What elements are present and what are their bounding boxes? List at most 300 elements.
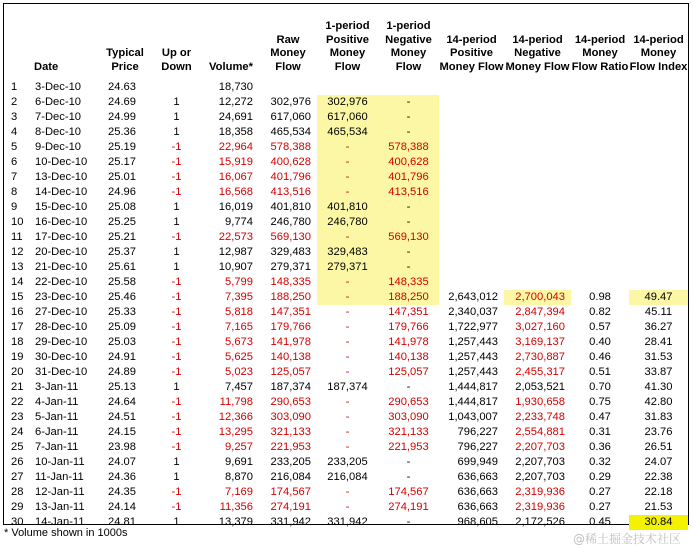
negative-flow-14-cell: 3,169,137 (515, 336, 565, 348)
up-down-cell: 1 (173, 246, 180, 258)
positive-flow-1-cell: 216,084 (327, 471, 368, 483)
table-row (4, 290, 688, 305)
negative-flow-14-cell (504, 185, 571, 200)
date-cell: 14-Dec-10 (35, 186, 88, 198)
raw-flow-cell: 465,534 (270, 126, 311, 138)
up-down-cell: -1 (171, 291, 182, 303)
table-row (4, 140, 688, 155)
volume-cell: 11,798 (219, 396, 253, 408)
raw-flow-cell: 303,090 (270, 411, 311, 423)
negative-flow-1-cell: - (406, 516, 411, 528)
positive-flow-14-cell (439, 125, 504, 140)
table-row (4, 170, 688, 185)
money-flow-ratio-cell: 0.40 (589, 336, 611, 348)
negative-flow-1-cell: 321,133 (388, 426, 429, 438)
typical-price-cell: 25.09 (108, 321, 136, 333)
negative-flow-1-cell: 401,796 (378, 170, 439, 185)
date-cell: 13-Dec-10 (35, 171, 88, 183)
positive-flow-1-cell (317, 80, 378, 95)
typical-price-cell: 24.51 (108, 411, 136, 423)
money-flow-index-cell (629, 125, 688, 140)
typical-price-cell: 25.36 (108, 126, 136, 138)
row-number: 16 (11, 306, 24, 318)
up-down-cell: -1 (171, 321, 182, 333)
money-flow-index-cell: 36.27 (644, 321, 673, 333)
money-flow-ratio-cell (571, 275, 629, 290)
typical-price-cell: 25.46 (108, 291, 136, 303)
money-flow-ratio-cell: 0.31 (589, 426, 611, 438)
up-down-cell: 1 (173, 126, 180, 138)
table-row (4, 155, 688, 170)
money-flow-ratio-cell: 0.98 (589, 291, 611, 303)
volume-cell: 15,919 (218, 156, 253, 168)
row-number: 5 (11, 141, 18, 153)
money-flow-index-cell: 31.83 (644, 411, 673, 423)
positive-flow-14-cell: 2,340,037 (448, 306, 498, 318)
volume-cell: 7,165 (225, 321, 253, 333)
money-flow-ratio-cell: 0.45 (589, 516, 611, 528)
positive-flow-14-cell (439, 140, 504, 155)
volume-cell: 16,019 (218, 201, 253, 213)
row-number: 6 (11, 156, 18, 168)
date-cell: 28-Dec-10 (35, 321, 88, 333)
header-volume: Volume* (209, 60, 253, 73)
negative-flow-1-cell: - (406, 456, 411, 468)
typical-price-cell: 24.36 (108, 471, 136, 483)
money-flow-ratio-cell (571, 110, 629, 125)
money-flow-ratio-cell (571, 95, 629, 110)
up-down-cell: -1 (171, 426, 182, 438)
date-cell: 11-Jan-11 (35, 471, 84, 483)
money-flow-index-cell: 21.53 (644, 501, 673, 513)
money-flow-ratio-cell: 0.82 (589, 306, 611, 318)
up-down-cell: -1 (171, 486, 182, 498)
raw-flow-cell: 413,516 (270, 186, 311, 198)
table-row (4, 440, 688, 455)
raw-flow-cell: 302,976 (270, 96, 311, 108)
row-number: 12 (11, 246, 24, 258)
money-flow-ratio-cell: 0.32 (589, 456, 611, 468)
positive-flow-14-cell (439, 260, 504, 275)
typical-price-cell: 24.14 (108, 501, 136, 513)
typical-price-cell: 24.96 (108, 186, 136, 198)
money-flow-index-cell: 24.07 (644, 456, 673, 468)
row-number: 14 (11, 276, 24, 288)
volume-cell: 13,295 (218, 426, 253, 438)
up-down-cell: -1 (171, 276, 182, 288)
negative-flow-14-cell (504, 155, 571, 170)
positive-flow-1-cell: 302,976 (317, 95, 378, 110)
money-flow-ratio-cell (571, 215, 629, 230)
positive-flow-14-cell: 796,227 (457, 426, 498, 438)
table-row (4, 110, 688, 125)
table-row (4, 185, 688, 200)
negative-flow-14-cell (504, 95, 571, 110)
positive-flow-14-cell (439, 155, 504, 170)
up-down-cell: -1 (171, 441, 182, 453)
header-positive-flow-14: 14-period Positive Money Flow (439, 33, 504, 73)
positive-flow-14-cell (439, 200, 504, 215)
money-flow-index-cell: 45.11 (644, 306, 673, 318)
typical-price-cell: 25.58 (108, 276, 136, 288)
money-flow-ratio-cell (571, 230, 629, 245)
table-row (4, 380, 688, 395)
positive-flow-14-cell: 1,444,817 (448, 396, 498, 408)
positive-flow-14-cell: 1,257,443 (448, 336, 498, 348)
volume-cell: 13,379 (218, 516, 253, 528)
typical-price-cell: 25.13 (108, 381, 136, 393)
money-flow-index-cell (629, 95, 688, 110)
positive-flow-1-cell: - (345, 321, 350, 333)
row-number: 25 (11, 441, 24, 453)
positive-flow-1-cell: - (345, 366, 350, 378)
row-number: 29 (11, 501, 24, 513)
positive-flow-1-cell: 279,371 (317, 260, 378, 275)
positive-flow-1-cell: 401,810 (317, 200, 378, 215)
row-number: 21 (11, 381, 24, 393)
date-cell: 22-Dec-10 (35, 276, 88, 288)
date-cell: 6-Jan-11 (35, 426, 79, 438)
row-number: 15 (11, 291, 24, 303)
positive-flow-1-cell: 246,780 (317, 215, 378, 230)
table-row (4, 200, 688, 215)
row-number: 26 (11, 456, 24, 468)
volume-cell: 22,573 (218, 231, 253, 243)
negative-flow-14-cell: 2,847,394 (515, 306, 565, 318)
money-flow-ratio-cell (571, 80, 629, 95)
date-cell: 31-Dec-10 (35, 366, 88, 378)
positive-flow-14-cell: 968,605 (457, 516, 498, 528)
positive-flow-1-cell: - (317, 140, 378, 155)
money-flow-index-cell (629, 110, 688, 125)
table-row (4, 260, 688, 275)
typical-price-cell: 24.99 (108, 111, 136, 123)
volume-cell: 5,673 (225, 336, 253, 348)
money-flow-ratio-cell (571, 155, 629, 170)
typical-price-cell: 25.19 (108, 141, 136, 153)
footnote: * Volume shown in 1000s (4, 527, 128, 539)
positive-flow-1-cell: - (317, 290, 378, 305)
negative-flow-14-cell: 2,233,748 (515, 411, 565, 423)
raw-flow-cell: 274,191 (270, 501, 311, 513)
raw-flow-cell: 216,084 (270, 471, 311, 483)
typical-price-cell: 25.37 (108, 246, 136, 258)
date-cell: 3-Jan-11 (35, 381, 79, 393)
negative-flow-1-cell: 140,138 (388, 351, 429, 363)
volume-cell: 5,818 (225, 306, 253, 318)
raw-flow-cell: 179,766 (270, 321, 311, 333)
money-flow-index-cell (629, 185, 688, 200)
volume-cell: 22,964 (218, 141, 253, 153)
money-flow-index-cell (629, 80, 688, 95)
raw-flow-cell: 290,653 (270, 396, 311, 408)
row-number: 9 (11, 201, 18, 213)
table-row (4, 500, 688, 515)
money-flow-index-cell: 30.84 (629, 515, 688, 530)
typical-price-cell: 25.21 (108, 231, 136, 243)
date-cell: 27-Dec-10 (35, 306, 88, 318)
header-positive-flow-1: 1-period Positive Money Flow (325, 20, 370, 73)
typical-price-cell: 24.91 (108, 351, 136, 363)
negative-flow-14-cell: 2,700,043 (504, 290, 571, 305)
positive-flow-14-cell (439, 245, 504, 260)
negative-flow-14-cell: 3,027,160 (515, 321, 565, 333)
row-number: 20 (11, 366, 24, 378)
negative-flow-14-cell (504, 215, 571, 230)
header-up-or-down: Up or Down (161, 47, 192, 73)
money-flow-index-cell: 22.38 (644, 471, 673, 483)
raw-flow-cell: 569,130 (270, 231, 311, 243)
negative-flow-1-cell: 290,653 (388, 396, 429, 408)
money-flow-index-cell (629, 245, 688, 260)
money-flow-ratio-cell: 0.27 (589, 486, 611, 498)
positive-flow-1-cell: - (345, 396, 350, 408)
money-flow-ratio-cell (571, 140, 629, 155)
raw-flow-cell: 188,250 (270, 291, 311, 303)
row-number: 13 (11, 261, 24, 273)
money-flow-index-cell: 26.51 (644, 441, 673, 453)
negative-flow-14-cell (504, 80, 571, 95)
volume-cell: 16,568 (218, 186, 253, 198)
money-flow-index-cell (629, 275, 688, 290)
money-flow-index-cell (629, 170, 688, 185)
raw-flow-cell: 221,953 (270, 441, 311, 453)
raw-flow-cell: 148,335 (270, 276, 311, 288)
negative-flow-14-cell: 2,319,936 (515, 486, 565, 498)
typical-price-cell: 24.35 (108, 486, 136, 498)
typical-price-cell: 24.81 (108, 516, 136, 528)
negative-flow-14-cell: 2,207,703 (515, 456, 565, 468)
positive-flow-14-cell (439, 95, 504, 110)
money-flow-ratio-cell (571, 170, 629, 185)
volume-cell: 16,067 (218, 171, 253, 183)
header-row (4, 4, 688, 80)
volume-cell: 18,730 (218, 81, 253, 93)
positive-flow-1-cell: 187,374 (327, 381, 368, 393)
raw-flow-cell: 401,796 (270, 171, 311, 183)
positive-flow-14-cell (439, 275, 504, 290)
up-down-cell: 1 (173, 261, 180, 273)
money-flow-ratio-cell: 0.51 (589, 366, 611, 378)
negative-flow-1-cell: 125,057 (388, 366, 429, 378)
raw-flow-cell: 233,205 (270, 456, 311, 468)
row-number: 1 (11, 81, 18, 93)
raw-flow-cell: 141,978 (270, 336, 311, 348)
positive-flow-14-cell (439, 215, 504, 230)
raw-flow-cell (259, 80, 317, 95)
money-flow-ratio-cell: 0.29 (589, 471, 611, 483)
date-cell: 14-Jan-11 (35, 516, 85, 528)
negative-flow-14-cell (504, 125, 571, 140)
money-flow-ratio-cell: 0.36 (589, 441, 611, 453)
positive-flow-14-cell: 699,949 (457, 456, 498, 468)
date-cell: 6-Dec-10 (35, 96, 82, 108)
negative-flow-14-cell (504, 110, 571, 125)
money-flow-ratio-cell: 0.70 (589, 381, 611, 393)
typical-price-cell: 24.15 (108, 426, 136, 438)
positive-flow-1-cell: - (345, 336, 350, 348)
positive-flow-14-cell: 636,663 (457, 471, 498, 483)
table-row (4, 365, 688, 380)
header-negative-flow-14: 14-period Negative Money Flow (505, 33, 570, 73)
typical-price-cell: 25.01 (108, 171, 136, 183)
negative-flow-1-cell: - (378, 125, 439, 140)
negative-flow-1-cell: 569,130 (378, 230, 439, 245)
positive-flow-1-cell: - (317, 170, 378, 185)
positive-flow-14-cell: 1,257,443 (448, 351, 498, 363)
row-number: 8 (11, 186, 18, 198)
positive-flow-1-cell: - (317, 185, 378, 200)
table-row (4, 455, 688, 470)
money-flow-index-cell: 41.30 (644, 381, 673, 393)
money-flow-index-cell (629, 215, 688, 230)
table-row (4, 275, 688, 290)
table-row (4, 245, 688, 260)
money-flow-ratio-cell (571, 125, 629, 140)
raw-flow-cell: 617,060 (270, 111, 311, 123)
raw-flow-cell: 331,942 (270, 516, 311, 528)
row-number: 30 (11, 516, 24, 528)
date-cell: 7-Jan-11 (35, 441, 79, 453)
up-down-cell: -1 (171, 396, 182, 408)
negative-flow-1-cell: 413,516 (378, 185, 439, 200)
table-row (4, 410, 688, 425)
positive-flow-14-cell: 2,643,012 (448, 291, 498, 303)
table-row (4, 80, 688, 95)
volume-cell: 7,169 (225, 486, 253, 498)
money-flow-index-cell: 28.41 (644, 336, 673, 348)
negative-flow-1-cell: - (378, 215, 439, 230)
money-flow-ratio-cell: 0.27 (589, 501, 611, 513)
negative-flow-14-cell (504, 245, 571, 260)
row-number: 22 (11, 396, 24, 408)
money-flow-ratio-cell (571, 185, 629, 200)
date-cell: 21-Dec-10 (35, 261, 88, 273)
negative-flow-14-cell: 2,455,317 (515, 366, 565, 378)
raw-flow-cell: 187,374 (270, 381, 311, 393)
row-number: 2 (11, 96, 18, 108)
raw-flow-cell: 246,780 (270, 216, 311, 228)
negative-flow-14-cell: 2,319,936 (515, 501, 565, 513)
volume-cell: 12,987 (218, 246, 253, 258)
money-flow-index-cell (629, 260, 688, 275)
table-row (4, 395, 688, 410)
typical-price-cell: 24.69 (108, 96, 136, 108)
money-flow-index-cell (629, 140, 688, 155)
date-cell: 13-Jan-11 (35, 501, 85, 513)
up-down-cell: -1 (171, 306, 182, 318)
negative-flow-1-cell: 400,628 (378, 155, 439, 170)
up-down-cell: 1 (173, 381, 180, 393)
positive-flow-1-cell: - (345, 501, 350, 513)
date-cell: 16-Dec-10 (35, 216, 88, 228)
raw-flow-cell: 329,483 (270, 246, 311, 258)
negative-flow-14-cell (504, 260, 571, 275)
positive-flow-1-cell: - (345, 441, 350, 453)
positive-flow-14-cell (439, 185, 504, 200)
positive-flow-1-cell: - (345, 426, 350, 438)
raw-flow-cell: 578,388 (270, 141, 311, 153)
volume-cell: 9,774 (225, 216, 253, 228)
row-number: 3 (11, 111, 18, 123)
negative-flow-14-cell (504, 140, 571, 155)
negative-flow-1-cell: 179,766 (388, 321, 429, 333)
volume-cell: 11,356 (219, 501, 253, 513)
up-down-cell: 1 (173, 471, 180, 483)
raw-flow-cell: 174,567 (270, 486, 311, 498)
negative-flow-14-cell: 2,207,703 (515, 441, 565, 453)
money-flow-index-cell (629, 230, 688, 245)
typical-price-cell: 24.63 (108, 81, 136, 93)
up-down-cell: -1 (171, 351, 182, 363)
up-down-cell: 1 (173, 96, 180, 108)
money-flow-index-sheet (3, 3, 689, 528)
volume-cell: 5,023 (225, 366, 253, 378)
money-flow-index-cell: 49.47 (629, 290, 688, 305)
negative-flow-14-cell (504, 230, 571, 245)
money-flow-index-cell: 31.53 (644, 351, 673, 363)
typical-price-cell: 25.17 (108, 156, 136, 168)
date-cell: 23-Dec-10 (35, 291, 88, 303)
raw-flow-cell: 147,351 (270, 306, 311, 318)
positive-flow-1-cell: 329,483 (317, 245, 378, 260)
up-down-cell: 1 (173, 201, 180, 213)
positive-flow-1-cell: 465,534 (317, 125, 378, 140)
up-down-cell: -1 (171, 411, 182, 423)
money-flow-index-cell: 22.18 (644, 486, 673, 498)
up-down-cell: -1 (171, 501, 182, 513)
negative-flow-14-cell: 2,172,526 (515, 516, 565, 528)
date-cell: 10-Dec-10 (35, 156, 88, 168)
typical-price-cell: 25.33 (108, 306, 136, 318)
negative-flow-14-cell (504, 275, 571, 290)
volume-cell: 12,366 (218, 411, 253, 423)
date-cell: 20-Dec-10 (35, 246, 88, 258)
typical-price-cell: 25.08 (108, 201, 136, 213)
watermark: @稀土掘金技术社区 (572, 532, 681, 546)
positive-flow-1-cell: 617,060 (317, 110, 378, 125)
table-row (4, 215, 688, 230)
volume-cell: 9,691 (225, 456, 253, 468)
raw-flow-cell: 401,810 (270, 201, 311, 213)
table-row (4, 335, 688, 350)
negative-flow-14-cell: 2,053,521 (515, 381, 565, 393)
table-row (4, 350, 688, 365)
money-flow-ratio-cell: 0.46 (589, 351, 611, 363)
row-number: 27 (11, 471, 24, 483)
negative-flow-1-cell: - (378, 110, 439, 125)
positive-flow-1-cell: - (317, 230, 378, 245)
raw-flow-cell: 279,371 (270, 261, 311, 273)
negative-flow-1-cell: 174,567 (388, 486, 429, 498)
row-number: 19 (11, 351, 24, 363)
header-money-flow-index: 14-period Money Flow Index (629, 33, 688, 73)
row-number: 4 (11, 126, 18, 138)
row-number: 7 (11, 171, 18, 183)
volume-cell: 9,257 (225, 441, 253, 453)
money-flow-ratio-cell (571, 245, 629, 260)
row-number: 23 (11, 411, 24, 423)
typical-price-cell: 25.61 (108, 261, 136, 273)
date-cell: 15-Dec-10 (35, 201, 88, 213)
typical-price-cell: 25.25 (108, 216, 136, 228)
date-cell: 10-Jan-11 (35, 456, 85, 468)
date-cell: 3-Dec-10 (35, 81, 82, 93)
row-number: 11 (11, 231, 23, 243)
money-flow-index-cell (629, 200, 688, 215)
header-date: Date (34, 60, 59, 73)
negative-flow-1-cell: 274,191 (388, 501, 429, 513)
